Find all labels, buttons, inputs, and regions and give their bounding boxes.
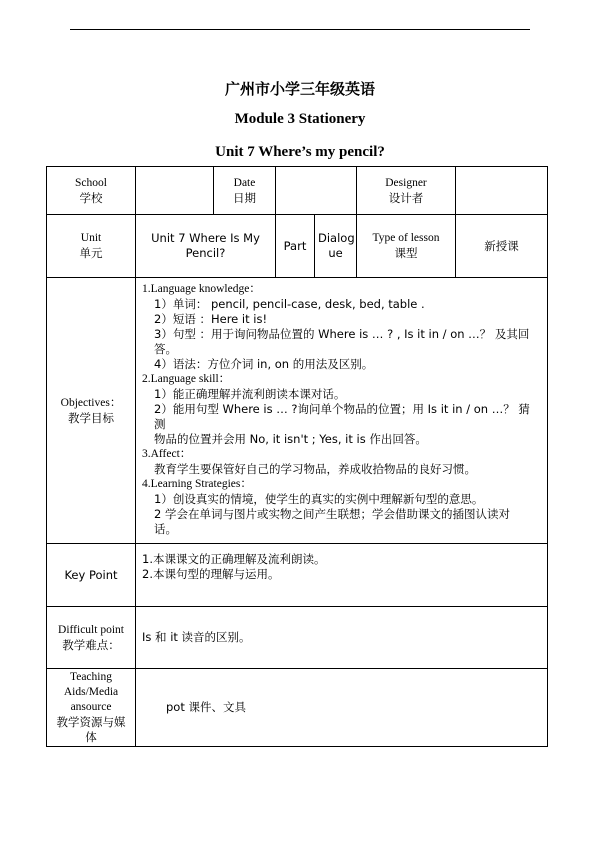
key-point-content [136,544,548,607]
objectives-line: 物品的位置并会用 No, it isn't ; Yes, it is 作出回答。 [154,432,427,446]
objectives-line: 3）句型 ：用于询问物品位置的 Where is … ? , Is it in / on …？ 及其回答。 [154,327,530,356]
objectives-line: 2）能用句型 Where is … ?询问单个物品的位置；用 Is it in / on …？ 猜测 [154,402,530,431]
key-point-line: 2.本课句型的理解与运用。 [142,567,280,581]
objectives-line: 2）短语 ：Here it is! [154,312,268,326]
objectives-line: 教育学生要保管好自己的学习物品，养成收拾物品的良好习惯。 [154,462,476,476]
module-title: Module 3 Stationery [234,111,366,127]
objectives-content [136,278,548,544]
objectives-line: 1.Language knowledge： [142,283,261,295]
table-row-teaching-aids [47,669,548,747]
header-rule [70,29,530,30]
table-row-objectives [47,278,548,544]
key-point-line: 1.本课课文的正确理解及流利朗读。 [142,552,326,566]
objectives-line: 1）单词： pencil, pencil-case, desk, bed, table . [154,297,425,311]
objectives-line: 2 学会在单词与图片或实物之间产生联想；学会借助课文的插图认读对 [154,507,510,521]
part-value: Dialog ue [315,215,357,278]
school-label: School 学校 [47,167,136,215]
date-value [276,167,357,215]
table-row-unit [47,215,548,278]
document-title: 广州市小学三年级英语 [224,80,375,98]
difficult-point-value: Is 和 it 读音的区别。 [136,607,548,669]
objectives-line: 1）创设真实的情境，使学生的真实的实例中理解新句型的意思。 [154,492,484,506]
teaching-aids-value: pot 课件、文具 [136,669,548,747]
table-row-school [47,167,548,215]
lesson-plan-table [46,166,548,747]
objectives-line: 1）能正确理解并流利朗读本课对话。 [154,387,346,401]
date-label: Date 日期 [214,167,276,215]
part-label: Part [276,215,315,278]
objectives-line: 4.Learning Strategies： [142,478,252,490]
objectives-line: 2.Language skill： [142,373,231,385]
designer-label: Designer 设计者 [357,167,456,215]
table-row-difficult-point [47,607,548,669]
objectives-line: 话。 [154,522,177,536]
unit-label: Unit 单元 [47,215,136,278]
key-point-label: Key Point [47,544,136,607]
unit-value: Unit 7 Where Is My Pencil? [136,215,276,278]
objectives-line: 3.Affect： [142,448,192,460]
lesson-type-label: Type of lesson 课型 [357,215,456,278]
table-row-key-point [47,544,548,607]
designer-value [456,167,548,215]
teaching-aids-label: Teaching Aids/Media ansource 教学资源与媒 体 [47,669,136,747]
objectives-line: 4）语法：方位介词 in, on 的用法及区别。 [154,357,374,371]
school-value [136,167,214,215]
lesson-type-value: 新授课 [456,215,548,278]
unit-title: Unit 7 Where’s my pencil? [215,144,385,160]
objectives-label: Objectives： 教学目标 [47,278,136,544]
difficult-point-label: Difficult point 教学难点： [47,607,136,669]
